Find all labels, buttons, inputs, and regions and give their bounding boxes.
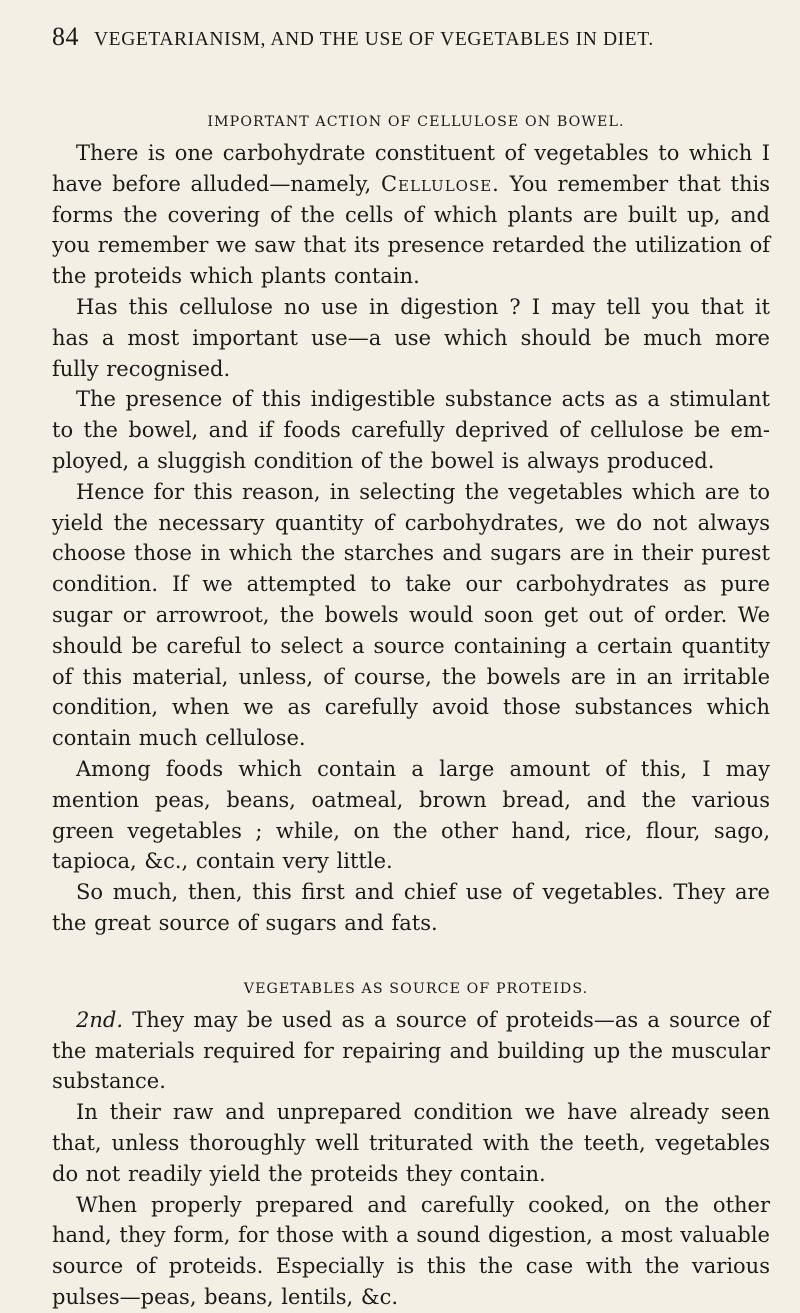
running-title: VEGETARIANISM, AND THE USE OF VEGETABLES IN DIET.	[94, 29, 654, 50]
paragraph: When properly prepared and carefully cooked, on the other hand, they form, for those with a sound digestion, a most valuable source of proteids. Especially is this the case with the various pulses—peas, beans, lentils, &c.	[52, 1192, 770, 1309]
paragraph-text: You remember that this forms the covering of the cells of which plants are built up, and you remember we saw that its presence retarded the utilization of the proteids which plants contain.	[52, 171, 770, 289]
section-body-proteids	[52, 1005, 770, 1313]
paragraph: Among foods which contain a large amount of this, I may mention peas, beans, oatmeal, brown bread, and the various green vegetables ; while, on the other hand, rice, flour, sago, tapioca, &c., contain very little.	[52, 756, 770, 874]
paragraph: So much, then, this first and chief use of vegetables. They are the great source of sugars and fats.	[52, 880, 770, 935]
paragraph	[52, 138, 770, 292]
section-heading-cellulose: IMPORTANT ACTION OF CELLULOSE ON BOWEL.	[207, 114, 625, 130]
section-heading-proteids: VEGETABLES AS SOURCE OF PROTEIDS.	[243, 980, 589, 997]
paragraph	[52, 1005, 770, 1097]
paragraph-text: There is one carbohydrate constituent of vegetables to which I have before alluded—namely,	[52, 141, 770, 196]
paragraph: In their raw and unprepared condition we have already seen that, unless thoroughly well triturated with the teeth, vegetables do not readily yield the proteids they contain.	[52, 1100, 770, 1186]
ordinal-marker: 2nd.	[76, 1007, 124, 1032]
term-cellulose: Cellulose.	[380, 171, 500, 196]
paragraph: Has this cellulose no use in digestion ? I may tell you that it has a most important use—a use which should be much more fully recognised.	[52, 294, 770, 381]
running-header	[52, 22, 770, 62]
section-body-cellulose	[52, 138, 770, 939]
paragraph: The presence of this indigestible substance acts as a stimulant to the bowel, and if foods carefully deprived of cellulose be em- ployed, a sluggish condition of the bowel is always produced.	[52, 387, 770, 473]
page-number: 84	[52, 22, 79, 51]
paragraph: Hence for this reason, in selecting the vegetables which are to yield the necessary quantity of carbohydrates, we do not always choose those in which the starches and sugars are in their purest condition. If we attempted to take our carbohydrates as pure sugar or arrowroot, the bowels would soon get out of order. We should be careful to select a source containing a certain quantity of this material, unless, of course, the bowels are in an irritable condition, when we as carefully avoid those substances which contain much cellulose.	[52, 479, 770, 751]
paragraph-text: They may be used as a source of proteids—as a source of the materials required for repairing and building up the muscular substance.	[52, 1007, 770, 1094]
